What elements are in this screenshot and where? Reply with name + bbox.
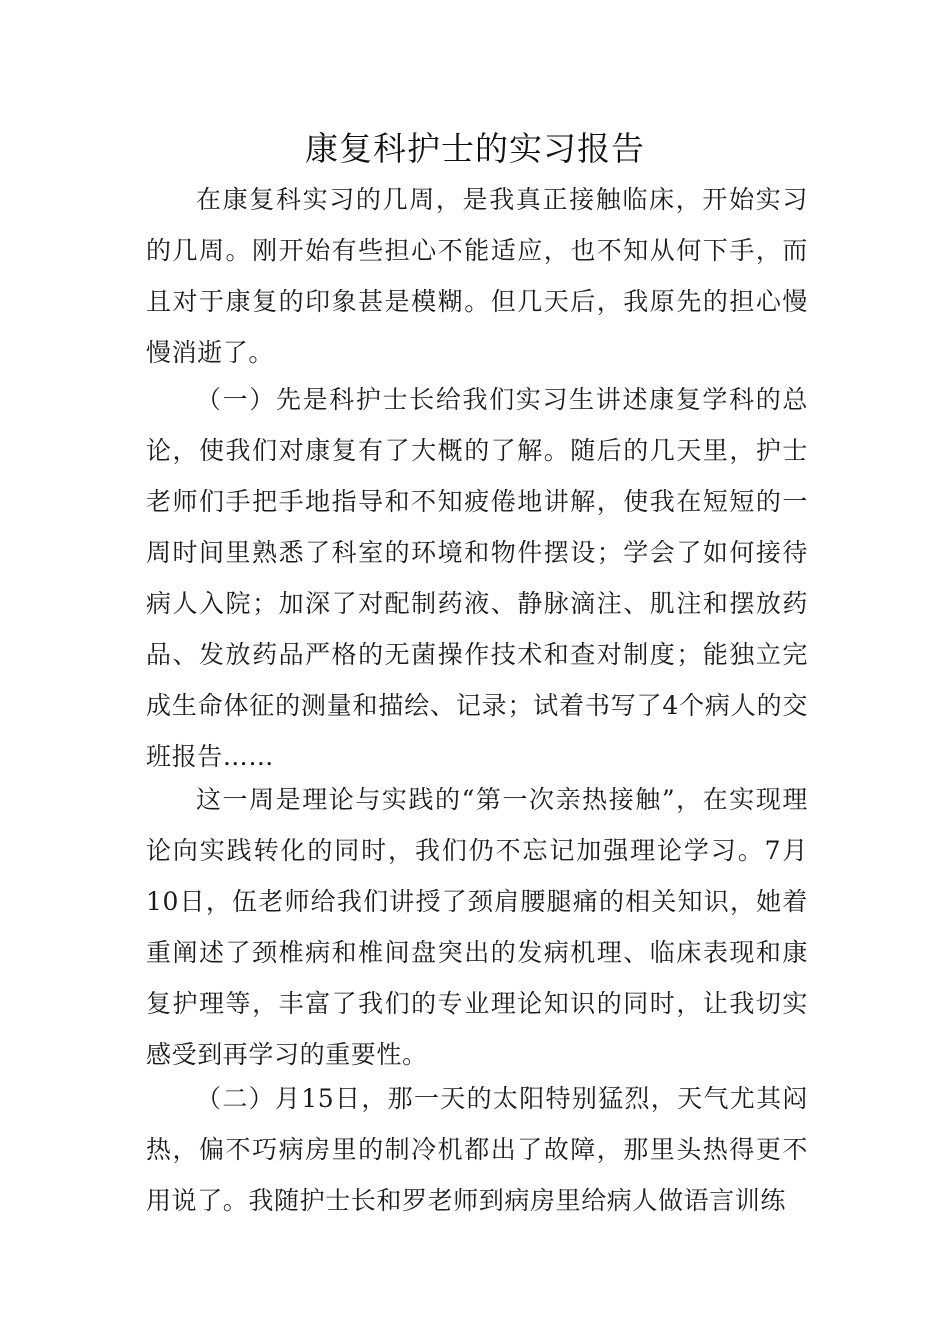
paragraph-section-two: （二）月15日，那一天的太阳特别猛烈，天气尤其闷热，偏不巧病房里的制冷机都出了故障，那里头热得更不用说了。我随护士长和罗老师到病房里给病人做语言训练	[146, 1084, 808, 1215]
document-title: 康复科护士的实习报告	[305, 129, 645, 168]
paragraph-theory-practice: 这一周是理论与实践的“第一次亲热接触”，在实现理论向实践转化的同时，我们仍不忘记加强理论学习。7月10日，伍老师给我们讲授了颈肩腰腿痛的相关知识，她着重阐述了颈椎病和椎间盘突出的发病机理、临床表现和康复护理等，丰富了我们的专业理论知识的同时，让我切实感受到再学习的重要性。	[146, 785, 808, 1069]
paragraph-intro: 在康复科实习的几周，是我真正接触临床，开始实习的几周。刚开始有些担心不能适应，也不知从何下手，而且对于康复的印象甚是模糊。但几天后，我原先的担心慢慢消逝了。	[146, 185, 808, 367]
paragraph-section-one: （一）先是科护士长给我们实习生讲述康复学科的总论，使我们对康复有了大概的了解。随后的几天里，护士老师们手把手地指导和不知疲倦地讲解，使我在短短的一周时间里熟悉了科室的环境和物件摆设；学会了如何接待病人入院；加深了对配制药液、静脉滴注、肌注和摆放药品、发放药品严格的无菌操作技术和查对制度；能独立完成生命体征的测量和描绘、记录；试着书写了4个病人的交班报告……	[146, 385, 808, 771]
